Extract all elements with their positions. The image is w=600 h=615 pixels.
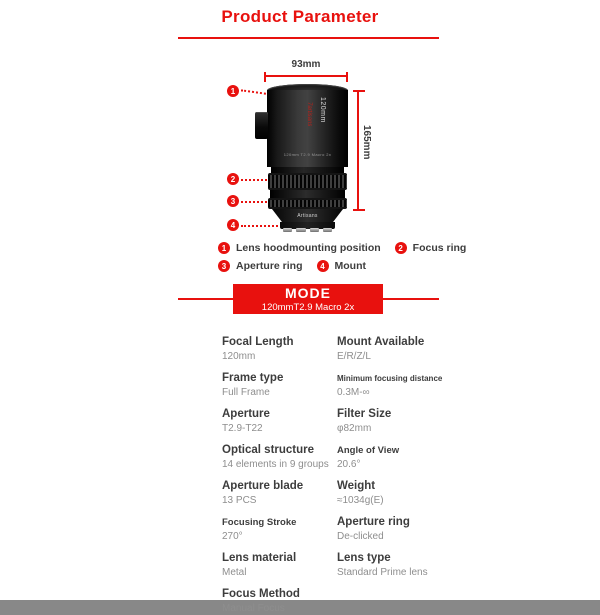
spec-label: Aperture blade [222, 480, 304, 492]
spec-cell-weight [337, 480, 452, 507]
legend-label: Aperture ring [236, 260, 303, 272]
lens-width-dimension-label: 93mm [291, 59, 321, 70]
lens-height-dimension-label: 165mm [361, 125, 372, 160]
mode-banner [233, 284, 383, 314]
legend-row-1 [218, 242, 466, 254]
lens-aperture-ring [268, 198, 347, 209]
lens-side-tab [255, 112, 268, 139]
spec-cell-focus-method [222, 588, 337, 615]
spec-table [222, 336, 452, 615]
spec-label: Focusing Stroke [222, 517, 297, 528]
lens-mid-band [270, 190, 345, 198]
spec-cell-aperture [222, 408, 337, 435]
spec-label: Aperture ring [337, 516, 410, 528]
spec-value: Manual Focus [222, 603, 285, 614]
spec-value: T2.9-T22 [222, 423, 263, 434]
legend-label: Lens hoodmounting position [236, 242, 381, 254]
lens-width-dimension-line [264, 75, 348, 77]
spec-cell-mount-available [337, 336, 452, 363]
callout-4-leader [241, 225, 278, 227]
lens-base-text: Artisans [297, 213, 318, 219]
spec-value: 20.6° [337, 459, 361, 470]
spec-cell-lens-material [222, 552, 337, 579]
spec-label: Filter Size [337, 408, 392, 420]
legend-item-hood [218, 242, 381, 254]
spec-value: ≈1034g(E) [337, 495, 384, 506]
legend-2-badge: 2 [395, 242, 407, 254]
spec-cell-aperture-ring [337, 516, 452, 543]
spec-label: Angle of View [337, 445, 400, 456]
legend-1-badge: 1 [218, 242, 230, 254]
callout-2-badge: 2 [227, 173, 239, 185]
spec-label: Lens type [337, 552, 391, 564]
lens-focus-ring [268, 173, 347, 190]
spec-value: 270° [222, 531, 243, 542]
callout-3-leader [241, 201, 267, 203]
page-title: Product Parameter [221, 7, 379, 26]
lens-front-text: 120mm T2.9 Macro 2x [283, 152, 332, 157]
legend-item-mount [317, 260, 367, 272]
spec-cell-focal-length [222, 336, 337, 363]
legend-label: Mount [334, 260, 367, 272]
spec-label: Weight [337, 480, 376, 492]
spec-value: Metal [222, 567, 247, 578]
legend-label: Focus ring [412, 242, 467, 254]
spec-label: Focus Method [222, 588, 300, 600]
callout-3-badge: 3 [227, 195, 239, 207]
spec-cell-focusing-stroke [222, 516, 337, 543]
spec-cell-frame-type [222, 372, 337, 399]
callout-4-badge: 4 [227, 219, 239, 231]
spec-label: Minimum focusing distance [337, 374, 443, 383]
mode-banner-line-right [383, 298, 439, 300]
legend-row-2 [218, 260, 366, 272]
spec-value: De-clicked [337, 531, 384, 542]
spec-cell-optical-structure [222, 444, 337, 471]
callout-1-leader [241, 89, 266, 94]
legend-item-aperture-ring [218, 260, 303, 272]
legend-3-badge: 3 [218, 260, 230, 272]
spec-label: Aperture [222, 408, 270, 420]
spec-value: 120mm [222, 351, 256, 362]
spec-value: 0.3M-∞ [337, 387, 370, 398]
spec-cell-aperture-blade [222, 480, 337, 507]
spec-value: E/R/Z/L [337, 351, 371, 362]
spec-cell-angle-of-view [337, 444, 452, 471]
spec-label: Lens material [222, 552, 297, 564]
spec-label: Optical structure [222, 444, 315, 456]
spec-cell-filter-size [337, 408, 452, 435]
spec-label: Focal Length [222, 336, 294, 348]
spec-cell-empty [337, 588, 452, 615]
spec-cell-min-focusing-distance [337, 372, 452, 399]
lens-focal-text: 120mm [319, 97, 326, 123]
spec-cell-lens-type [337, 552, 452, 579]
title-underline [178, 37, 439, 39]
legend-item-focus-ring [395, 242, 467, 254]
spec-value: 14 elements in 9 groups [222, 459, 329, 470]
spec-label: Frame type [222, 372, 284, 384]
callout-1-badge: 1 [227, 85, 239, 97]
spec-value: Standard Prime lens [337, 567, 428, 578]
lens-mount-contacts [283, 228, 332, 232]
legend-4-badge: 4 [317, 260, 329, 272]
spec-value: Full Frame [222, 387, 270, 398]
mode-banner-line-left [178, 298, 233, 300]
mode-subtitle: 120mmT2.9 Macro 2x [261, 302, 355, 313]
spec-value: 13 PCS [222, 495, 257, 506]
mode-title: MODE [285, 285, 331, 301]
spec-label: Mount Available [337, 336, 425, 348]
spec-value: φ82mm [337, 423, 372, 434]
callout-2-leader [241, 179, 267, 181]
lens-brand-text: 7artisans [306, 102, 312, 127]
lens-height-dimension-line [357, 90, 359, 211]
